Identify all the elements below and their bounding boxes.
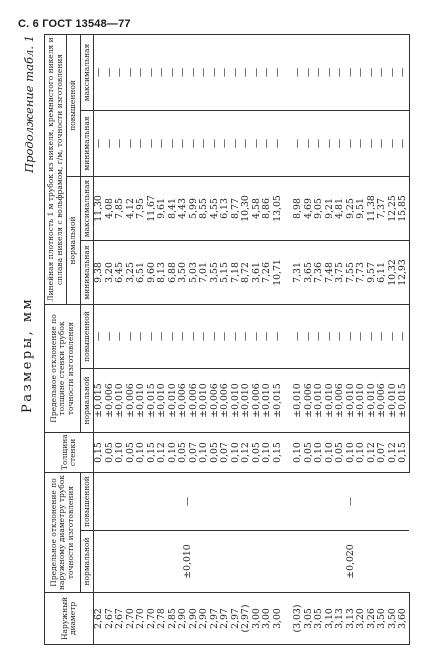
wall-tolerance-normal-cell: ±0,006: [377, 369, 388, 433]
wall-tolerance-high-cell: —: [189, 304, 200, 368]
wall-tolerance-normal-cell: ±0,006: [252, 369, 263, 433]
outer-diameter-cell: 3,10: [325, 593, 336, 645]
density-normal-max-cell: 4,55: [210, 176, 221, 240]
wall-tolerance-high-cell: —: [377, 304, 388, 368]
density-high-min-cell: —: [136, 110, 147, 176]
density-high-min-cell: —: [346, 110, 357, 176]
wall-thickness-cell: 0,12: [241, 433, 252, 473]
density-normal-max-cell: 11,67: [147, 176, 158, 240]
wall-tolerance-normal-cell: ±0,010: [388, 369, 399, 433]
wall-tolerance-normal-cell: ±0,015: [398, 369, 409, 433]
outer-diameter-cell: 2,78: [157, 593, 168, 645]
table-row: [293, 34, 304, 644]
density-normal-min-cell: 6,11: [377, 240, 388, 304]
density-high-min-cell: —: [325, 110, 336, 176]
outer-diameter-cell: 2,67: [115, 593, 126, 645]
density-high-max-cell: —: [377, 34, 388, 110]
density-normal-max-cell: 11,38: [367, 176, 378, 240]
density-normal-min-cell: 8,72: [241, 240, 252, 304]
wall-tolerance-high-cell: —: [325, 304, 336, 368]
outer-diameter-cell: 2,62: [94, 593, 105, 645]
density-normal-max-cell: 8,77: [231, 176, 242, 240]
col-normal-precision: нормальной: [67, 176, 81, 304]
wall-thickness-cell: 0,05: [210, 433, 221, 473]
col-diam-high: повышенной: [80, 473, 94, 531]
col-wall-high: повышенной: [80, 304, 94, 368]
outer-diameter-cell: (3,03): [293, 593, 304, 645]
outer-diameter-cell: 2,90: [199, 593, 210, 645]
wall-tolerance-high-cell: —: [147, 304, 158, 368]
outer-diameter-cell: (2,97): [241, 593, 252, 645]
density-normal-max-cell: 4,58: [252, 176, 263, 240]
density-normal-min-cell: 7,36: [314, 240, 325, 304]
wall-tolerance-normal-cell: ±0,010: [168, 369, 179, 433]
wall-tolerance-high-cell: —: [136, 304, 147, 368]
wall-thickness-cell: 0,12: [388, 433, 399, 473]
outer-diameter-cell: 2,85: [168, 593, 179, 645]
wall-tolerance-normal-cell: ±0,010: [325, 369, 336, 433]
density-high-max-cell: —: [314, 34, 325, 110]
density-normal-max-cell: 9,61: [157, 176, 168, 240]
density-normal-min-cell: 10,71: [273, 240, 284, 304]
density-high-max-cell: —: [94, 34, 105, 110]
wall-tolerance-normal-cell: ±0,006: [304, 369, 315, 433]
density-normal-max-cell: 7,85: [115, 176, 126, 240]
col-diameter: Наружный диаметр: [45, 593, 94, 645]
density-normal-min-cell: 12,93: [398, 240, 409, 304]
density-high-min-cell: —: [273, 110, 284, 176]
wall-tolerance-high-cell: —: [346, 304, 357, 368]
density-normal-min-cell: 7,48: [325, 240, 336, 304]
outer-diameter-cell: 3,05: [314, 593, 325, 645]
rotated-table-block: [18, 35, 418, 645]
density-high-min-cell: —: [293, 110, 304, 176]
density-high-max-cell: —: [346, 34, 357, 110]
wall-tolerance-high-cell: —: [126, 304, 137, 368]
col-high-max: максимальная: [80, 34, 94, 110]
wall-tolerance-high-cell: —: [199, 304, 210, 368]
density-normal-min-cell: 9,38: [94, 240, 105, 304]
density-normal-max-cell: 9,25: [346, 176, 357, 240]
density-high-max-cell: —: [115, 34, 126, 110]
outer-diameter-cell: 2,90: [178, 593, 189, 645]
density-normal-max-cell: 12,25: [388, 176, 399, 240]
wall-thickness-cell: 0,12: [157, 433, 168, 473]
density-normal-min-cell: 3,20: [105, 240, 116, 304]
density-normal-max-cell: 10,30: [241, 176, 252, 240]
wall-thickness-cell: 0,10: [136, 433, 147, 473]
wall-thickness-cell: 0,15: [94, 433, 105, 473]
wall-tolerance-high-cell: —: [398, 304, 409, 368]
wall-thickness-cell: 0,05: [252, 433, 263, 473]
wall-tolerance-normal-cell: ±0,006: [335, 369, 346, 433]
outer-diameter-cell: 3,05: [304, 593, 315, 645]
density-normal-min-cell: 7,73: [356, 240, 367, 304]
density-high-min-cell: —: [262, 110, 273, 176]
density-high-max-cell: —: [220, 34, 231, 110]
density-normal-min-cell: 5,15: [220, 240, 231, 304]
density-normal-min-cell: 6,45: [115, 240, 126, 304]
wall-thickness-cell: 0,10: [356, 433, 367, 473]
outer-diameter-cell: 2,70: [147, 593, 158, 645]
density-high-min-cell: —: [398, 110, 409, 176]
density-high-max-cell: —: [210, 34, 221, 110]
density-high-min-cell: —: [231, 110, 242, 176]
wall-thickness-cell: 0,10: [115, 433, 126, 473]
density-normal-min-cell: 3,25: [126, 240, 137, 304]
diameter-tolerance-high-cell: —: [94, 473, 284, 531]
density-normal-min-cell: 5,03: [189, 240, 200, 304]
density-high-min-cell: —: [377, 110, 388, 176]
density-high-min-cell: —: [367, 110, 378, 176]
density-normal-min-cell: 10,32: [388, 240, 399, 304]
wall-tolerance-normal-cell: ±0,006: [210, 369, 221, 433]
density-high-min-cell: —: [335, 110, 346, 176]
density-high-max-cell: —: [199, 34, 210, 110]
wall-thickness-cell: 0,07: [220, 433, 231, 473]
density-normal-max-cell: 6,13: [220, 176, 231, 240]
wall-thickness-cell: 0,10: [314, 433, 325, 473]
separator-cell: [283, 473, 293, 531]
density-high-max-cell: —: [293, 34, 304, 110]
col-thickness: Толщина стенки: [45, 433, 94, 473]
wall-thickness-cell: 0,15: [398, 433, 409, 473]
wall-thickness-cell: 0,10: [293, 433, 304, 473]
density-high-min-cell: —: [168, 110, 179, 176]
density-high-max-cell: —: [231, 34, 242, 110]
outer-diameter-cell: 3,50: [388, 593, 399, 645]
outer-diameter-cell: 3,00: [262, 593, 273, 645]
col-high-min: минимальная: [80, 110, 94, 176]
wall-tolerance-high-cell: —: [304, 304, 315, 368]
wall-tolerance-normal-cell: ±0,010: [262, 369, 273, 433]
density-normal-max-cell: 9,05: [314, 176, 325, 240]
col-high-precision: повышенной: [67, 34, 81, 176]
wall-thickness-cell: 0,05: [105, 433, 116, 473]
wall-tolerance-high-cell: —: [252, 304, 263, 368]
wall-tolerance-high-cell: —: [241, 304, 252, 368]
table-title: Размеры, мм: [20, 296, 35, 413]
wall-tolerance-normal-cell: ±0,010: [346, 369, 357, 433]
density-normal-min-cell: 7,18: [231, 240, 242, 304]
density-normal-max-cell: 4,12: [126, 176, 137, 240]
density-normal-max-cell: 8,98: [293, 176, 304, 240]
density-high-min-cell: —: [115, 110, 126, 176]
table-body: [94, 34, 410, 644]
wall-tolerance-high-cell: —: [293, 304, 304, 368]
wall-tolerance-high-cell: —: [356, 304, 367, 368]
outer-diameter-cell: 3,50: [377, 593, 388, 645]
density-normal-max-cell: 7,95: [136, 176, 147, 240]
wall-tolerance-high-cell: —: [220, 304, 231, 368]
wall-tolerance-normal-cell: ±0,010: [157, 369, 168, 433]
wall-tolerance-normal-cell: ±0,010: [199, 369, 210, 433]
density-high-min-cell: —: [210, 110, 221, 176]
density-high-max-cell: —: [356, 34, 367, 110]
density-normal-max-cell: 15,85: [398, 176, 409, 240]
wall-tolerance-normal-cell: ±0,010: [231, 369, 242, 433]
wall-tolerance-normal-cell: ±0,006: [105, 369, 116, 433]
wall-thickness-cell: 0,05: [126, 433, 137, 473]
wall-tolerance-normal-cell: ±0,006: [178, 369, 189, 433]
wall-tolerance-normal-cell: ±0,010: [314, 369, 325, 433]
wall-tolerance-high-cell: —: [168, 304, 179, 368]
col-wall-normal: нормальной: [80, 369, 94, 433]
wall-thickness-cell: 0,05: [304, 433, 315, 473]
density-high-min-cell: —: [147, 110, 158, 176]
wall-tolerance-high-cell: —: [94, 304, 105, 368]
density-normal-max-cell: 4,81: [335, 176, 346, 240]
density-high-min-cell: —: [105, 110, 116, 176]
density-high-max-cell: —: [157, 34, 168, 110]
density-high-max-cell: —: [388, 34, 399, 110]
separator-cell: [283, 531, 293, 593]
wall-thickness-cell: 0,10: [199, 433, 210, 473]
density-high-max-cell: —: [136, 34, 147, 110]
wall-thickness-cell: 0,05: [178, 433, 189, 473]
density-normal-min-cell: 7,31: [293, 240, 304, 304]
outer-diameter-cell: 3,00: [273, 593, 284, 645]
wall-thickness-cell: 0,07: [189, 433, 200, 473]
wall-thickness-cell: 0,10: [168, 433, 179, 473]
density-high-max-cell: —: [252, 34, 263, 110]
wall-thickness-cell: 0,10: [325, 433, 336, 473]
wall-tolerance-high-cell: —: [105, 304, 116, 368]
outer-diameter-cell: 2,67: [105, 593, 116, 645]
wall-thickness-cell: 0,10: [231, 433, 242, 473]
col-group-density: Линейная плотность 1 м трубок из никеля, кремнистого никеля и сплава никеля с вольфрамом, г/м, точности изготовления: [45, 34, 67, 304]
density-normal-min-cell: 6,88: [168, 240, 179, 304]
density-normal-max-cell: 8,41: [168, 176, 179, 240]
density-high-max-cell: —: [273, 34, 284, 110]
density-normal-max-cell: 4,08: [105, 176, 116, 240]
density-normal-max-cell: 7,37: [377, 176, 388, 240]
density-normal-min-cell: 3,75: [335, 240, 346, 304]
density-high-max-cell: —: [168, 34, 179, 110]
wall-tolerance-normal-cell: ±0,010: [356, 369, 367, 433]
diameter-tolerance-normal-cell: ±0,010: [94, 531, 284, 593]
wall-tolerance-high-cell: —: [314, 304, 325, 368]
wall-tolerance-high-cell: —: [115, 304, 126, 368]
density-normal-min-cell: 3,55: [210, 240, 221, 304]
density-high-min-cell: —: [220, 110, 231, 176]
outer-diameter-cell: 2,90: [189, 593, 200, 645]
wall-tolerance-high-cell: —: [367, 304, 378, 368]
density-high-min-cell: —: [304, 110, 315, 176]
density-normal-min-cell: 8,13: [157, 240, 168, 304]
wall-tolerance-normal-cell: ±0,015: [147, 369, 158, 433]
density-high-min-cell: —: [126, 110, 137, 176]
density-normal-max-cell: 13,05: [273, 176, 284, 240]
col-diam-normal: нормальной: [80, 531, 94, 593]
density-high-max-cell: —: [126, 34, 137, 110]
wall-tolerance-high-cell: —: [335, 304, 346, 368]
density-normal-max-cell: 8,55: [199, 176, 210, 240]
density-normal-min-cell: 7,26: [262, 240, 273, 304]
outer-diameter-cell: 2,97: [210, 593, 221, 645]
density-normal-max-cell: 8,86: [262, 176, 273, 240]
density-high-min-cell: —: [157, 110, 168, 176]
density-high-min-cell: —: [314, 110, 325, 176]
density-high-max-cell: —: [304, 34, 315, 110]
wall-thickness-cell: 0,07: [377, 433, 388, 473]
continuation-label: Продолжение табл. 1: [22, 35, 36, 173]
density-high-max-cell: —: [178, 34, 189, 110]
density-high-max-cell: —: [325, 34, 336, 110]
wall-tolerance-normal-cell: ±0,010: [241, 369, 252, 433]
outer-diameter-cell: 3,13: [335, 593, 346, 645]
dimensions-table: [44, 34, 410, 645]
density-high-min-cell: —: [199, 110, 210, 176]
density-normal-min-cell: 3,65: [304, 240, 315, 304]
density-normal-max-cell: 5,99: [189, 176, 200, 240]
density-high-min-cell: —: [178, 110, 189, 176]
col-normal-min: минимальная: [80, 240, 94, 304]
wall-tolerance-high-cell: —: [262, 304, 273, 368]
wall-thickness-cell: 0,10: [262, 433, 273, 473]
wall-tolerance-high-cell: —: [388, 304, 399, 368]
density-normal-min-cell: 7,01: [199, 240, 210, 304]
outer-diameter-cell: 2,70: [136, 593, 147, 645]
density-normal-min-cell: 9,57: [367, 240, 378, 304]
wall-tolerance-normal-cell: ±0,006: [189, 369, 200, 433]
density-high-max-cell: —: [147, 34, 158, 110]
outer-diameter-cell: 2,70: [126, 593, 137, 645]
density-high-min-cell: —: [252, 110, 263, 176]
wall-thickness-cell: 0,15: [273, 433, 284, 473]
wall-tolerance-normal-cell: ±0,006: [220, 369, 231, 433]
diameter-tolerance-normal-cell: ±0,020: [293, 531, 409, 593]
outer-diameter-cell: 3,20: [356, 593, 367, 645]
density-high-max-cell: —: [189, 34, 200, 110]
table-row: [94, 34, 105, 644]
density-normal-min-cell: 6,51: [136, 240, 147, 304]
wall-tolerance-normal-cell: ±0,010: [136, 369, 147, 433]
wall-thickness-cell: 0,12: [367, 433, 378, 473]
wall-tolerance-normal-cell: ±0,010: [367, 369, 378, 433]
wall-thickness-cell: 0,10: [346, 433, 357, 473]
density-normal-max-cell: 4,43: [178, 176, 189, 240]
density-normal-max-cell: 9,21: [325, 176, 336, 240]
density-high-max-cell: —: [398, 34, 409, 110]
wall-tolerance-high-cell: —: [178, 304, 189, 368]
density-high-min-cell: —: [356, 110, 367, 176]
outer-diameter-cell: 3,60: [398, 593, 409, 645]
density-high-min-cell: —: [388, 110, 399, 176]
density-high-min-cell: —: [94, 110, 105, 176]
density-high-max-cell: —: [367, 34, 378, 110]
density-high-max-cell: —: [262, 34, 273, 110]
density-normal-min-cell: 3,61: [252, 240, 263, 304]
density-normal-max-cell: 4,69: [304, 176, 315, 240]
page-header: С. 6 ГОСТ 13548—77: [18, 18, 131, 30]
wall-tolerance-normal-cell: ±0,015: [273, 369, 284, 433]
wall-tolerance-normal-cell: ±0,010: [115, 369, 126, 433]
density-normal-max-cell: 11,30: [94, 176, 105, 240]
outer-diameter-cell: 2,97: [231, 593, 242, 645]
density-high-max-cell: —: [105, 34, 116, 110]
wall-tolerance-high-cell: —: [231, 304, 242, 368]
density-high-min-cell: —: [241, 110, 252, 176]
wall-tolerance-high-cell: —: [210, 304, 221, 368]
outer-diameter-cell: 3,00: [252, 593, 263, 645]
wall-thickness-cell: 0,05: [335, 433, 346, 473]
density-normal-min-cell: 7,55: [346, 240, 357, 304]
col-group-wall-dev: Предельное отклонение по толщине стенки трубок точности изготовления: [45, 304, 81, 432]
wall-tolerance-normal-cell: ±0,015: [94, 369, 105, 433]
outer-diameter-cell: 2,97: [220, 593, 231, 645]
diameter-tolerance-high-cell: —: [293, 473, 409, 531]
density-normal-max-cell: 9,51: [356, 176, 367, 240]
outer-diameter-cell: 3,13: [346, 593, 357, 645]
wall-tolerance-high-cell: —: [273, 304, 284, 368]
density-normal-min-cell: 3,50: [178, 240, 189, 304]
outer-diameter-cell: 3,26: [367, 593, 378, 645]
col-normal-max: максимальная: [80, 176, 94, 240]
density-normal-min-cell: 9,60: [147, 240, 158, 304]
density-high-min-cell: —: [189, 110, 200, 176]
wall-tolerance-normal-cell: ±0,006: [126, 369, 137, 433]
col-group-diam-dev: Предельное отклонение по наружному диаметру трубок точности изготовления: [45, 473, 81, 593]
density-high-max-cell: —: [335, 34, 346, 110]
wall-tolerance-high-cell: —: [157, 304, 168, 368]
wall-tolerance-normal-cell: ±0,010: [293, 369, 304, 433]
wall-thickness-cell: 0,15: [147, 433, 158, 473]
density-high-max-cell: —: [241, 34, 252, 110]
